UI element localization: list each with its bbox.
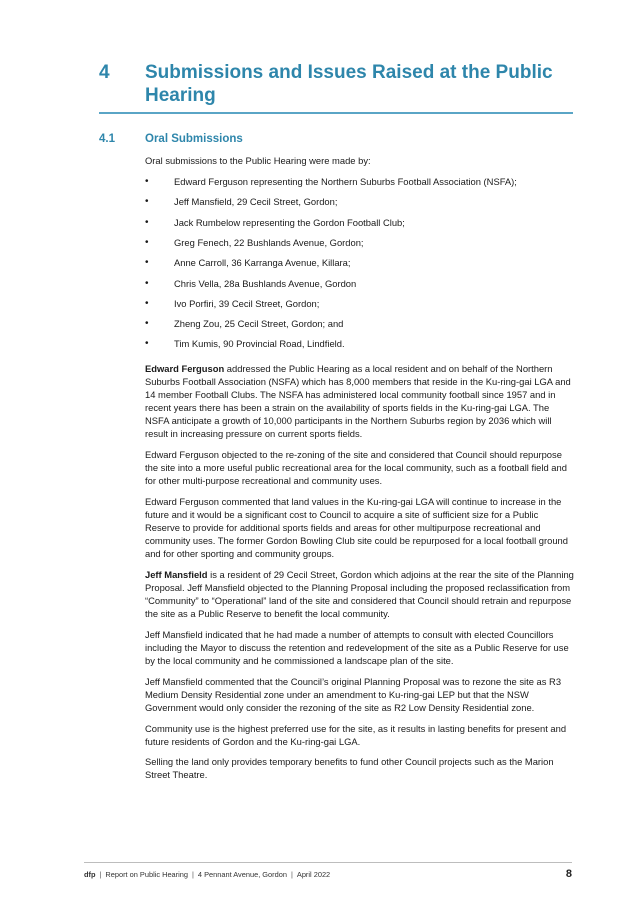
body-paragraph <box>145 448 575 487</box>
list-item-text: Greg Fenech, 22 Bushlands Avenue, Gordon; <box>174 236 364 248</box>
list-item <box>145 277 575 297</box>
list-item <box>145 297 575 317</box>
body-paragraph <box>145 628 575 667</box>
paragraph-text: Edward Ferguson commented that land values in the Ku-ring-gai LGA will continue to increase in the future and it would be a significant cost to Council to acquire a site of sufficient size for a Public Reserve to provide for additional sports fields and areas for other multipurpose recreational and community uses. The former Gordon Bowling Club site could be repurposed for a local football ground and for other sporting and community groups. <box>145 495 568 560</box>
list-item <box>145 317 575 337</box>
footer-brand: dfp <box>84 870 96 879</box>
body-paragraph <box>145 755 575 781</box>
list-item-text: Chris Vella, 28a Bushlands Avenue, Gordon <box>174 277 357 289</box>
list-item <box>145 236 575 256</box>
list-item-text: Anne Carroll, 36 Karranga Avenue, Killara; <box>174 257 351 269</box>
section-heading <box>99 61 573 107</box>
bullet-icon: • <box>145 338 149 350</box>
speaker-name: Edward Ferguson <box>145 362 225 374</box>
list-item-text: Jeff Mansfield, 29 Cecil Street, Gordon; <box>174 196 338 208</box>
bullet-icon: • <box>145 216 149 228</box>
list-item-text: Tim Kumis, 90 Provincial Road, Lindfield. <box>174 338 345 350</box>
body-content <box>145 154 575 789</box>
subsection-number: 4.1 <box>99 133 115 145</box>
list-item <box>145 216 575 236</box>
page-footer <box>84 870 572 879</box>
subsection-heading <box>99 133 243 145</box>
footer-divider <box>84 862 572 863</box>
page-number: 8 <box>565 868 572 880</box>
body-paragraph <box>145 495 575 560</box>
speaker-name: Jeff Mansfield <box>145 568 208 580</box>
bullet-icon: • <box>145 297 149 309</box>
bullet-icon: • <box>145 176 149 188</box>
footer-separator: | <box>99 870 102 879</box>
list-item <box>145 195 575 215</box>
list-item-text: Jack Rumbelow representing the Gordon Football Club; <box>174 216 405 228</box>
list-item <box>145 256 575 276</box>
list-item-text: Zheng Zou, 25 Cecil Street, Gordon; and <box>174 318 344 330</box>
bullet-icon: • <box>145 196 149 208</box>
paragraph-text: Edward Ferguson objected to the re-zoning of the site and considered that Council should repurpose the site into a more useful public recreational area for the local community, such as a football field and for other multi-purpose recreational and community uses. <box>145 448 567 487</box>
section-title: Submissions and Issues Raised at the Public Hearing <box>145 62 553 106</box>
list-item-text: Edward Ferguson representing the Northern Suburbs Football Association (NSFA); <box>174 176 517 188</box>
body-paragraph <box>145 722 575 748</box>
paragraph-text: Jeff Mansfield commented that the Council’s original Planning Proposal was to rezone the site as R3 Medium Density Residential zone under an amendment to Ku-ring-gai LEP but that the NSW Government would only consider the rezoning of the site as R2 Low Density Residential zone. <box>145 675 562 713</box>
footer-report-title: Report on Public Hearing <box>105 870 188 879</box>
subsection-title: Oral Submissions <box>145 133 243 145</box>
body-paragraph <box>145 362 575 441</box>
list-item <box>145 175 575 195</box>
paragraph-text: Community use is the highest preferred use for the site, as it results in lasting benefits for present and future residents of Gordon and the Ku-ring-gai LGA. <box>145 722 567 747</box>
footer-address: 4 Pennant Avenue, Gordon <box>197 870 287 879</box>
section-number: 4 <box>99 62 110 83</box>
paragraph-text: Jeff Mansfield indicated that he had made a number of attempts to consult with elected Councillors including the Mayor to discuss the retention and redevelopment of the site as a Public Reserve for use by the local community and he commissioned a landscape plan of the site. <box>145 628 569 667</box>
bullet-icon: • <box>145 277 149 289</box>
paragraph-text: addressed the Public Hearing as a local resident and on behalf of the Northern Suburbs Football Association (NSFA) which has 8,000 members that reside in the Ku-ring-gai LGA and 14 member Football Clubs. The NSFA has administered local community football since 1957 and in recent years there has been a strain on the availability of sports fields in the Ku-ring-gai LGA. The NSFA anticipate a growth of 10,000 participants in the Northern Suburbs region by 2036 which will result in increasing pressure on current sports fields. <box>145 362 571 440</box>
footer-separator: | <box>192 870 194 879</box>
submitter-list <box>145 175 575 358</box>
footer-separator: | <box>290 870 293 879</box>
paragraph-text: is a resident of 29 Cecil Street, Gordon which adjoins at the rear the site of the Planning Proposal. Jeff Mansfield objected to the Planning Proposal including the proposed reclassification from “Community” to “Operational” land of the site and considered that Council should retrain and repurpose the site as a Public Reserve to benefit the local community. <box>145 568 574 620</box>
intro-paragraph: Oral submissions to the Public Hearing were made by: <box>145 155 371 166</box>
body-paragraph <box>145 568 575 620</box>
body-paragraph <box>145 675 575 714</box>
footer-date: April 2022 <box>296 870 331 879</box>
paragraph-text: Selling the land only provides temporary benefits to fund other Council projects such as the Marion Street Theatre. <box>145 756 554 781</box>
heading-divider <box>99 112 573 114</box>
list-item-text: Ivo Porfiri, 39 Cecil Street, Gordon; <box>174 297 320 309</box>
bullet-icon: • <box>145 236 149 248</box>
bullet-icon: • <box>145 257 149 269</box>
list-item <box>145 337 575 357</box>
bullet-icon: • <box>145 318 149 330</box>
